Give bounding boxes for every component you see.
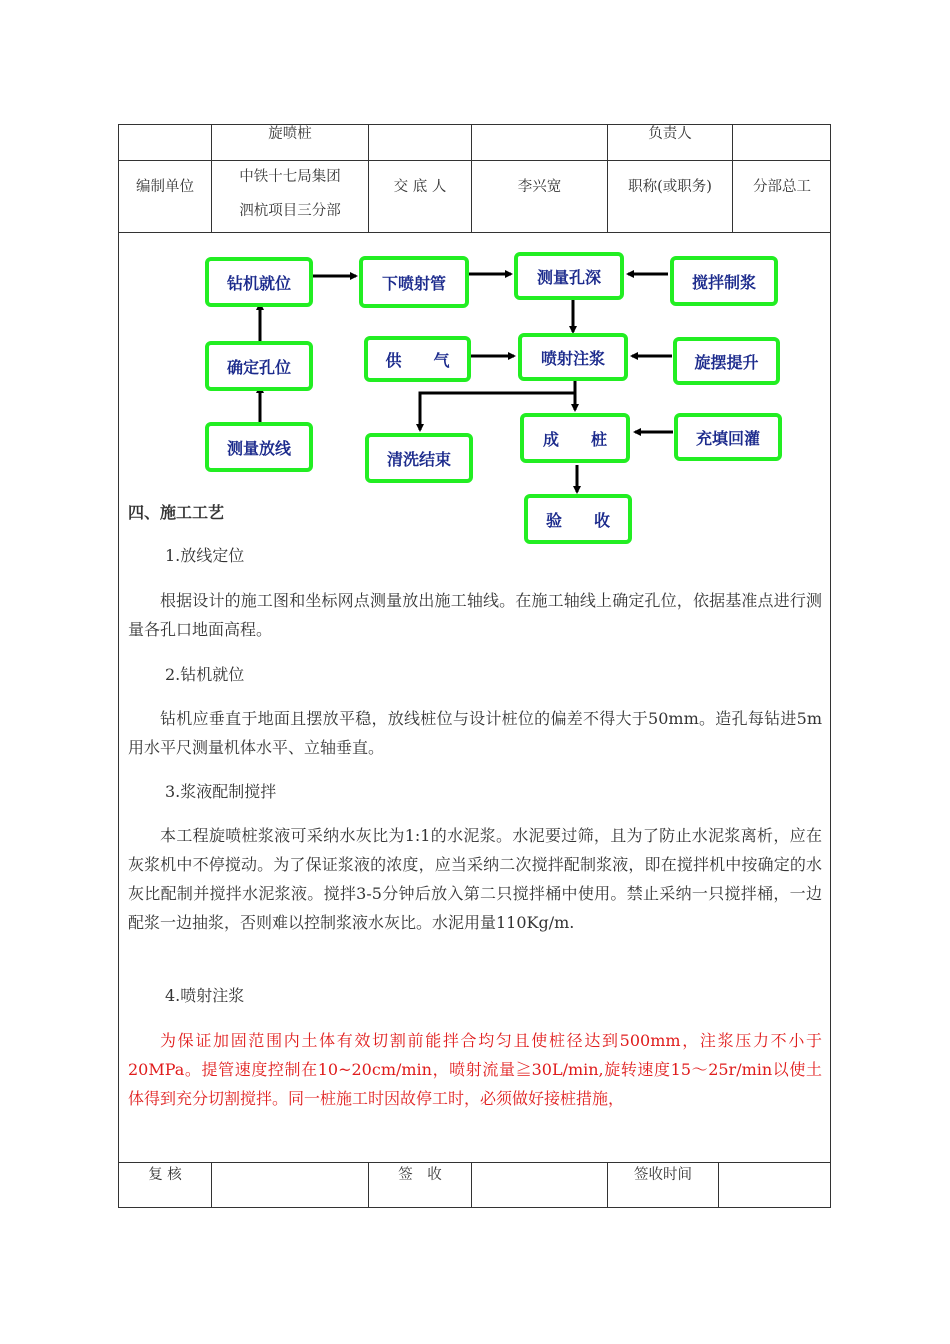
item-body-highlighted: 为保证加固范围内土体有效切割前能拌合均匀且使桩径达到500mm，注浆压力不小于20MPa。提管速度控制在10~20cm/min，喷射流量≧30L/min,旋转速度15～25r/min以使土体得到充分切割搅拌。同一桩施工时因故停工时，必须做好接桩措施， xyxy=(128,1031,822,1108)
table-rule xyxy=(718,1162,719,1208)
item-title: 3.浆液配制搅拌 xyxy=(165,782,277,801)
flow-node-drill-position: 钻机就位 xyxy=(205,257,313,307)
flow-node-clean-finish: 清洗结束 xyxy=(365,433,473,483)
title-label: 职称(或职务) xyxy=(628,179,712,195)
flow-node-acceptance: 验 收 xyxy=(524,494,632,544)
compiling-unit-line1: 中铁十七局集团 xyxy=(239,169,341,185)
review-label: 复 核 xyxy=(148,1167,182,1183)
item-title: 2.钻机就位 xyxy=(165,665,245,684)
project-name: 旋喷桩 xyxy=(268,126,312,142)
flowchart-arrows xyxy=(0,0,950,560)
compiling-unit-line2: 泗杭项目三分部 xyxy=(239,203,341,219)
flow-node-survey-layout: 测量放线 xyxy=(205,422,313,472)
flow-node-jet-grout: 喷射注浆 xyxy=(518,333,628,381)
flow-node-lower-nozzle: 下喷射管 xyxy=(359,256,469,308)
flow-node-air-supply: 供 气 xyxy=(364,336,471,382)
flow-node-backfill: 充填回灌 xyxy=(674,413,782,461)
item-body: 根据设计的施工图和坐标网点测量放出施工轴线。在施工轴线上确定孔位，依据基准点进行测量各孔口地面高程。 xyxy=(128,591,822,639)
table-rule xyxy=(471,1162,472,1208)
flow-node-mix-grout: 搅拌制浆 xyxy=(670,256,778,306)
discloser-name: 李兴宽 xyxy=(517,179,562,195)
receipt-time-label: 签收时间 xyxy=(634,1167,692,1183)
item-body: 钻机应垂直于地面且摆放平稳，放线桩位与设计桩位的偏差不得大于50mm。造孔每钻进5m用水平尺测量机体水平、立轴垂直。 xyxy=(128,709,822,757)
section-heading: 四、施工工艺 xyxy=(128,503,225,522)
flow-node-rotate-lift: 旋摆提升 xyxy=(673,337,780,385)
responsible-person-label: 负责人 xyxy=(648,126,692,142)
compiling-unit-label: 编制单位 xyxy=(136,179,194,195)
receipt-label: 签 收 xyxy=(398,1167,442,1183)
table-rule xyxy=(211,1162,212,1208)
flow-node-measure-depth: 测量孔深 xyxy=(514,252,624,300)
flow-node-confirm-hole: 确定孔位 xyxy=(205,341,313,391)
item-title: 4.喷射注浆 xyxy=(165,986,245,1005)
item-title: 1.放线定位 xyxy=(165,546,245,565)
title-value: 分部总工 xyxy=(753,179,811,195)
flow-node-form-pile: 成 桩 xyxy=(520,413,630,463)
table-rule xyxy=(118,1162,831,1163)
item-body: 本工程旋喷桩浆液可采纳水灰比为1:1的水泥浆。水泥要过筛，且为了防止水泥浆离析，应在灰浆机中不停搅动。为了保证浆液的浓度，应当采纳二次搅拌配制浆液，即在搅拌机中按确定的水灰比配制并搅拌水泥浆液。搅拌3-5分钟后放入第二只搅拌桶中使用。禁止采纳一只搅拌桶，一边配浆一边抽浆，否则难以控制浆液水灰比。水泥用量110Kg/m. xyxy=(128,826,822,932)
discloser-label: 交 底 人 xyxy=(393,179,447,195)
